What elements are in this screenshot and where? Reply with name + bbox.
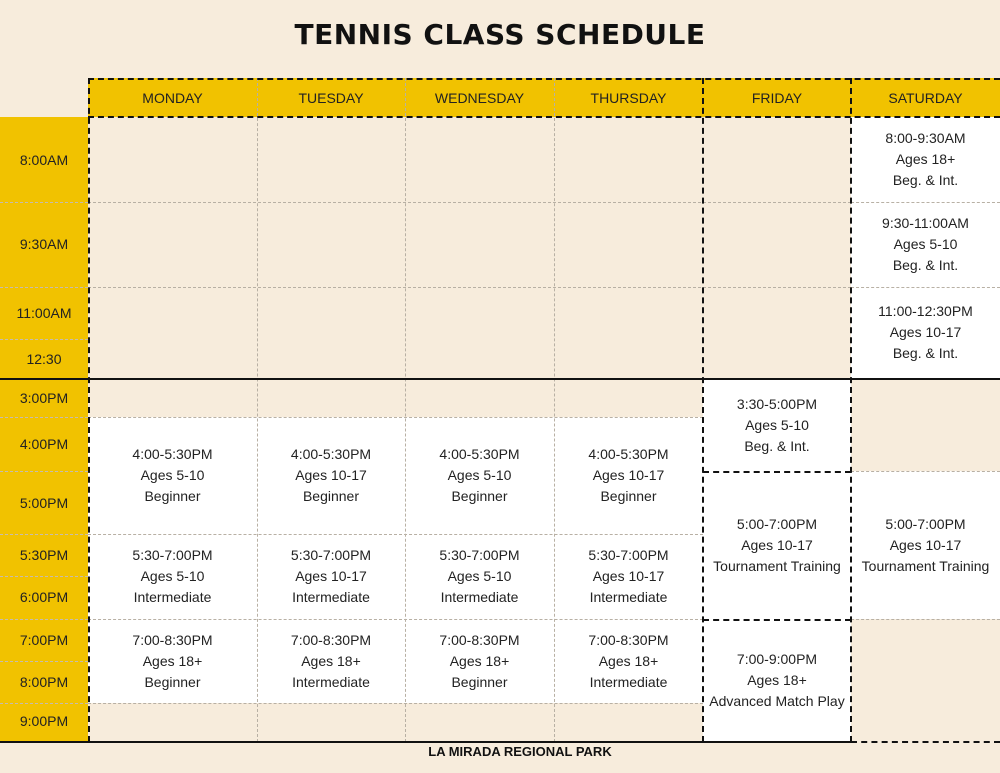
class-time: 5:30-7:00PM	[290, 547, 372, 563]
class-level: Beginner	[451, 673, 508, 690]
grid-line	[0, 703, 88, 704]
grid-line	[0, 471, 88, 472]
class-slot[interactable]	[88, 534, 257, 619]
grid-line	[88, 619, 703, 620]
class-level: Tournament Training	[713, 557, 841, 574]
class-time: 5:30-7:00PM	[132, 547, 213, 563]
empty-slot	[88, 117, 851, 378]
grid-line	[257, 78, 258, 742]
class-slot[interactable]	[703, 471, 851, 619]
class-slot[interactable]	[554, 534, 703, 619]
divider-line	[703, 619, 851, 621]
day-header-friday: FRIDAY	[703, 78, 851, 117]
class-ages: Ages 10-17	[295, 568, 367, 584]
class-level: Beg. & Int.	[892, 345, 959, 361]
class-slot[interactable]	[703, 379, 851, 471]
day-header-saturday: SATURDAY	[851, 78, 1000, 117]
divider-line	[850, 78, 852, 742]
day-header-tuesday: TUESDAY	[257, 78, 405, 117]
class-time: 7:00-8:30PM	[132, 631, 213, 648]
class-ages: Ages 10-17	[889, 324, 962, 340]
class-level: Beg. & Int.	[744, 437, 810, 454]
grid-line	[554, 78, 555, 742]
class-level: Beginner	[302, 488, 360, 504]
class-slot[interactable]	[257, 619, 405, 703]
class-slot[interactable]	[554, 619, 703, 703]
divider-line	[88, 78, 1000, 80]
day-header-wednesday: WEDNESDAY	[405, 78, 554, 117]
grid-line	[88, 202, 851, 203]
class-slot[interactable]	[405, 534, 554, 619]
class-time: 8:00-9:30AM	[885, 130, 966, 146]
empty-slot	[88, 379, 703, 417]
day-header-monday: MONDAY	[88, 78, 257, 117]
class-ages: Ages 18+	[895, 151, 956, 167]
class-time: 7:00-8:30PM	[439, 631, 520, 648]
class-slot[interactable]	[851, 287, 1000, 378]
divider-line	[702, 78, 704, 742]
class-level: Beg. & Int.	[892, 257, 959, 273]
class-slot[interactable]	[88, 417, 257, 534]
class-time: 7:00-8:30PM	[290, 631, 372, 648]
class-ages: Ages 18+	[747, 672, 807, 688]
class-level: Tournament Training	[861, 557, 990, 574]
class-ages: Ages 10-17	[295, 467, 367, 483]
class-slot[interactable]	[703, 619, 851, 742]
time-label: 5:30PM	[19, 547, 69, 563]
class-level: Intermediate	[133, 589, 212, 605]
time-label: 5:00PM	[19, 495, 69, 511]
time-label: 11:00AM	[16, 305, 72, 321]
time-column	[0, 117, 88, 742]
class-time: 4:00-5:30PM	[290, 446, 372, 462]
divider-line	[851, 741, 1000, 743]
class-time: 3:30-5:00PM	[736, 395, 818, 412]
class-level: Beg. & Int.	[892, 172, 959, 188]
class-level: Intermediate	[292, 589, 370, 605]
class-time: 5:00-7:00PM	[885, 515, 966, 532]
class-level: Intermediate	[292, 673, 370, 690]
class-time: 7:00-9:00PM	[736, 651, 818, 667]
class-level: Beginner	[144, 488, 201, 504]
grid-line	[851, 287, 1000, 288]
class-slot[interactable]	[257, 534, 405, 619]
class-time: 4:00-5:30PM	[439, 446, 520, 462]
grid-line	[405, 78, 406, 742]
class-slot[interactable]	[257, 417, 405, 534]
class-level: Beginner	[144, 673, 201, 690]
grid-line	[0, 287, 88, 288]
grid-line	[0, 661, 88, 662]
time-label: 9:30AM	[19, 236, 69, 252]
time-label: 7:00PM	[19, 632, 69, 648]
class-ages: Ages 10-17	[592, 467, 665, 483]
class-time: 4:00-5:30PM	[588, 446, 669, 462]
class-time: 5:30-7:00PM	[588, 547, 669, 563]
class-ages: Ages 10-17	[889, 536, 962, 553]
empty-slot	[851, 379, 1000, 471]
time-label: 8:00PM	[19, 674, 69, 690]
class-ages: Ages 5-10	[893, 236, 958, 252]
class-ages: Ages 5-10	[140, 467, 205, 483]
page-title: TENNIS CLASS SCHEDULE	[294, 18, 706, 51]
divider-line	[88, 78, 90, 742]
grid-line	[88, 703, 703, 704]
class-ages: Ages 10-17	[741, 536, 813, 553]
grid-line	[851, 202, 1000, 203]
class-level: Beginner	[451, 488, 508, 504]
class-ages: Ages 10-17	[592, 568, 665, 584]
grid-line	[0, 417, 88, 418]
empty-slot	[851, 619, 1000, 742]
divider-line	[0, 741, 851, 743]
day-header-thursday: THURSDAY	[554, 78, 703, 117]
time-label: 8:00AM	[19, 152, 69, 168]
divider-line	[703, 471, 851, 473]
class-level: Intermediate	[440, 589, 519, 605]
class-slot[interactable]	[554, 417, 703, 534]
empty-slot	[88, 703, 703, 742]
class-time: 11:00-12:30PM	[878, 303, 973, 319]
grid-line	[0, 534, 88, 535]
time-label: 9:00PM	[19, 713, 69, 729]
class-ages: Ages 5-10	[447, 467, 512, 483]
time-label: 3:00PM	[19, 390, 69, 406]
footer-location: LA MIRADA REGIONAL PARK	[428, 744, 612, 759]
class-ages: Ages 18+	[598, 652, 659, 669]
grid-line	[88, 417, 703, 418]
time-label: 12:30	[26, 351, 62, 367]
class-level: Intermediate	[589, 589, 668, 605]
class-slot[interactable]	[405, 417, 554, 534]
time-label: 6:00PM	[19, 589, 69, 605]
class-slot[interactable]	[851, 117, 1000, 202]
grid-line	[88, 534, 703, 535]
grid-line	[0, 619, 88, 620]
class-time: 9:30-11:00AM	[882, 215, 969, 231]
class-level: Intermediate	[589, 673, 668, 690]
time-label: 4:00PM	[19, 436, 69, 452]
class-time: 7:00-8:30PM	[588, 631, 669, 648]
grid-line	[88, 287, 851, 288]
class-time: 4:00-5:30PM	[132, 446, 213, 462]
class-level: Beginner	[600, 488, 657, 504]
class-ages: Ages 18+	[301, 652, 361, 669]
grid-line	[0, 339, 88, 340]
class-ages: Ages 18+	[142, 652, 203, 669]
class-slot[interactable]	[851, 471, 1000, 619]
class-ages: Ages 5-10	[140, 568, 205, 584]
class-ages: Ages 5-10	[745, 416, 809, 433]
class-time: 5:30-7:00PM	[439, 547, 520, 563]
grid-line	[0, 576, 88, 577]
class-ages: Ages 5-10	[447, 568, 512, 584]
class-level: Advanced Match Play	[709, 693, 845, 709]
class-slot[interactable]	[851, 202, 1000, 287]
divider-line	[88, 116, 1000, 118]
grid-line	[0, 202, 88, 203]
class-slot[interactable]	[88, 619, 257, 703]
class-slot[interactable]	[405, 619, 554, 703]
grid-line	[851, 619, 1000, 620]
class-ages: Ages 18+	[449, 652, 510, 669]
class-time: 5:00-7:00PM	[736, 515, 818, 532]
grid-line	[851, 471, 1000, 472]
